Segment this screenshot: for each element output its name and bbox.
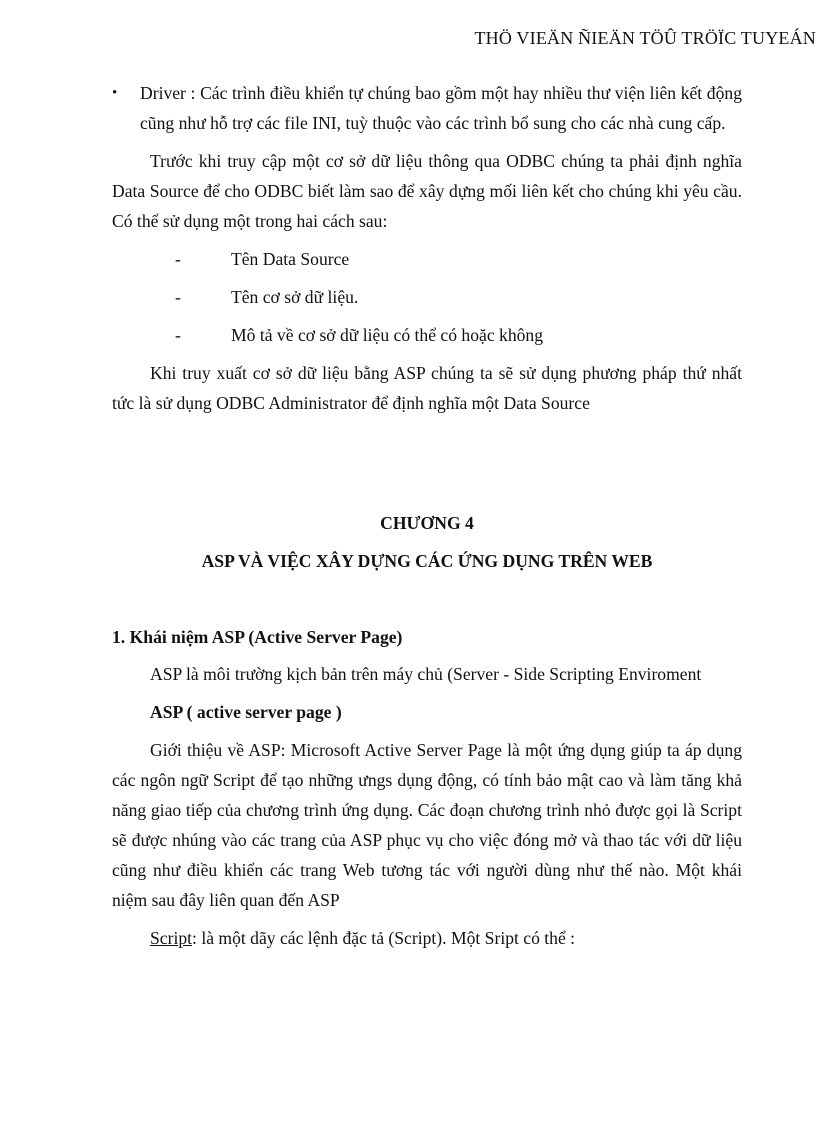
- list-item: [112, 282, 742, 312]
- list-item-text: Tên cơ sở dữ liệu.: [231, 287, 359, 307]
- dash-icon: -: [175, 287, 181, 307]
- bullet-icon: •: [112, 85, 118, 101]
- script-definition: [112, 923, 742, 953]
- paragraph-asp-access: Khi truy xuất cơ sở dữ liệu bằng ASP chúng ta sẽ sử dụng phương pháp thứ nhất tức là sử dụng ODBC Administrator để định nghĩa một Data Source: [112, 363, 742, 413]
- dash-icon: -: [175, 325, 181, 345]
- section-heading: 1. Khái niệm ASP (Active Server Page): [112, 627, 403, 647]
- chapter-number: CHƯƠNG 4: [380, 513, 474, 533]
- list-item: [112, 320, 742, 350]
- dash-icon: -: [175, 249, 181, 269]
- list-item-text: Mô tả về cơ sở dữ liệu có thể có hoặc không: [231, 325, 544, 345]
- script-term: Script: [150, 928, 193, 948]
- list-item: [112, 244, 742, 274]
- paragraph-before-access: Trước khi truy cập một cơ sở dữ liệu thông qua ODBC chúng ta phải định nghĩa Data Source để cho ODBC biết làm sao để xây dựng mối liên kết cho chúng khi yêu cầu. Có thể sử dụng một trong hai cách sau:: [112, 151, 742, 231]
- asp-subheading: ASP ( active server page ): [150, 702, 342, 722]
- chapter-title: ASP VÀ VIỆC XÂY DỰNG CÁC ỨNG DỤNG TRÊN WEB: [201, 551, 653, 571]
- driver-bullet: [112, 78, 742, 138]
- driver-bullet-text: Driver : Các trình điều khiển tự chúng bao gồm một hay nhiều thư viện liên kết động cũng như hỗ trợ các file INI, tuỳ thuộc vào các trình bổ sung cho các nhà cung cấp.: [140, 83, 742, 133]
- script-definition-text: : là một dãy các lệnh đặc tả (Script). Một Sript có thể :: [192, 928, 576, 948]
- document-body: [112, 78, 742, 953]
- asp-intro-paragraph: Giới thiệu về ASP: Microsoft Active Server Page là một ứng dụng giúp ta áp dụng các ngôn ngữ Script để tạo những ưngs dụng động, có tính bảo mật cao và làm tăng khả năng giao tiếp của chương trình ứng dụng. Các đoạn chương trình nhỏ được gọi là Script sẽ được nhúng vào các trang của ASP phục vụ cho việc đóng mở và thao tác với dữ liệu cũng như điều khiển các trang Web tương tác với người dùng như thế nào. Một khái niệm sau đây liên quan đến ASP: [112, 740, 742, 910]
- list-item-text: Tên Data Source: [231, 249, 350, 269]
- asp-definition: ASP là môi trường kịch bản trên máy chủ (Server - Side Scripting Enviroment: [150, 664, 702, 684]
- page-header: THÖ VIEÄN ÑIEÄN TÖÛ TRÖÏC TUYEÁN: [474, 28, 816, 48]
